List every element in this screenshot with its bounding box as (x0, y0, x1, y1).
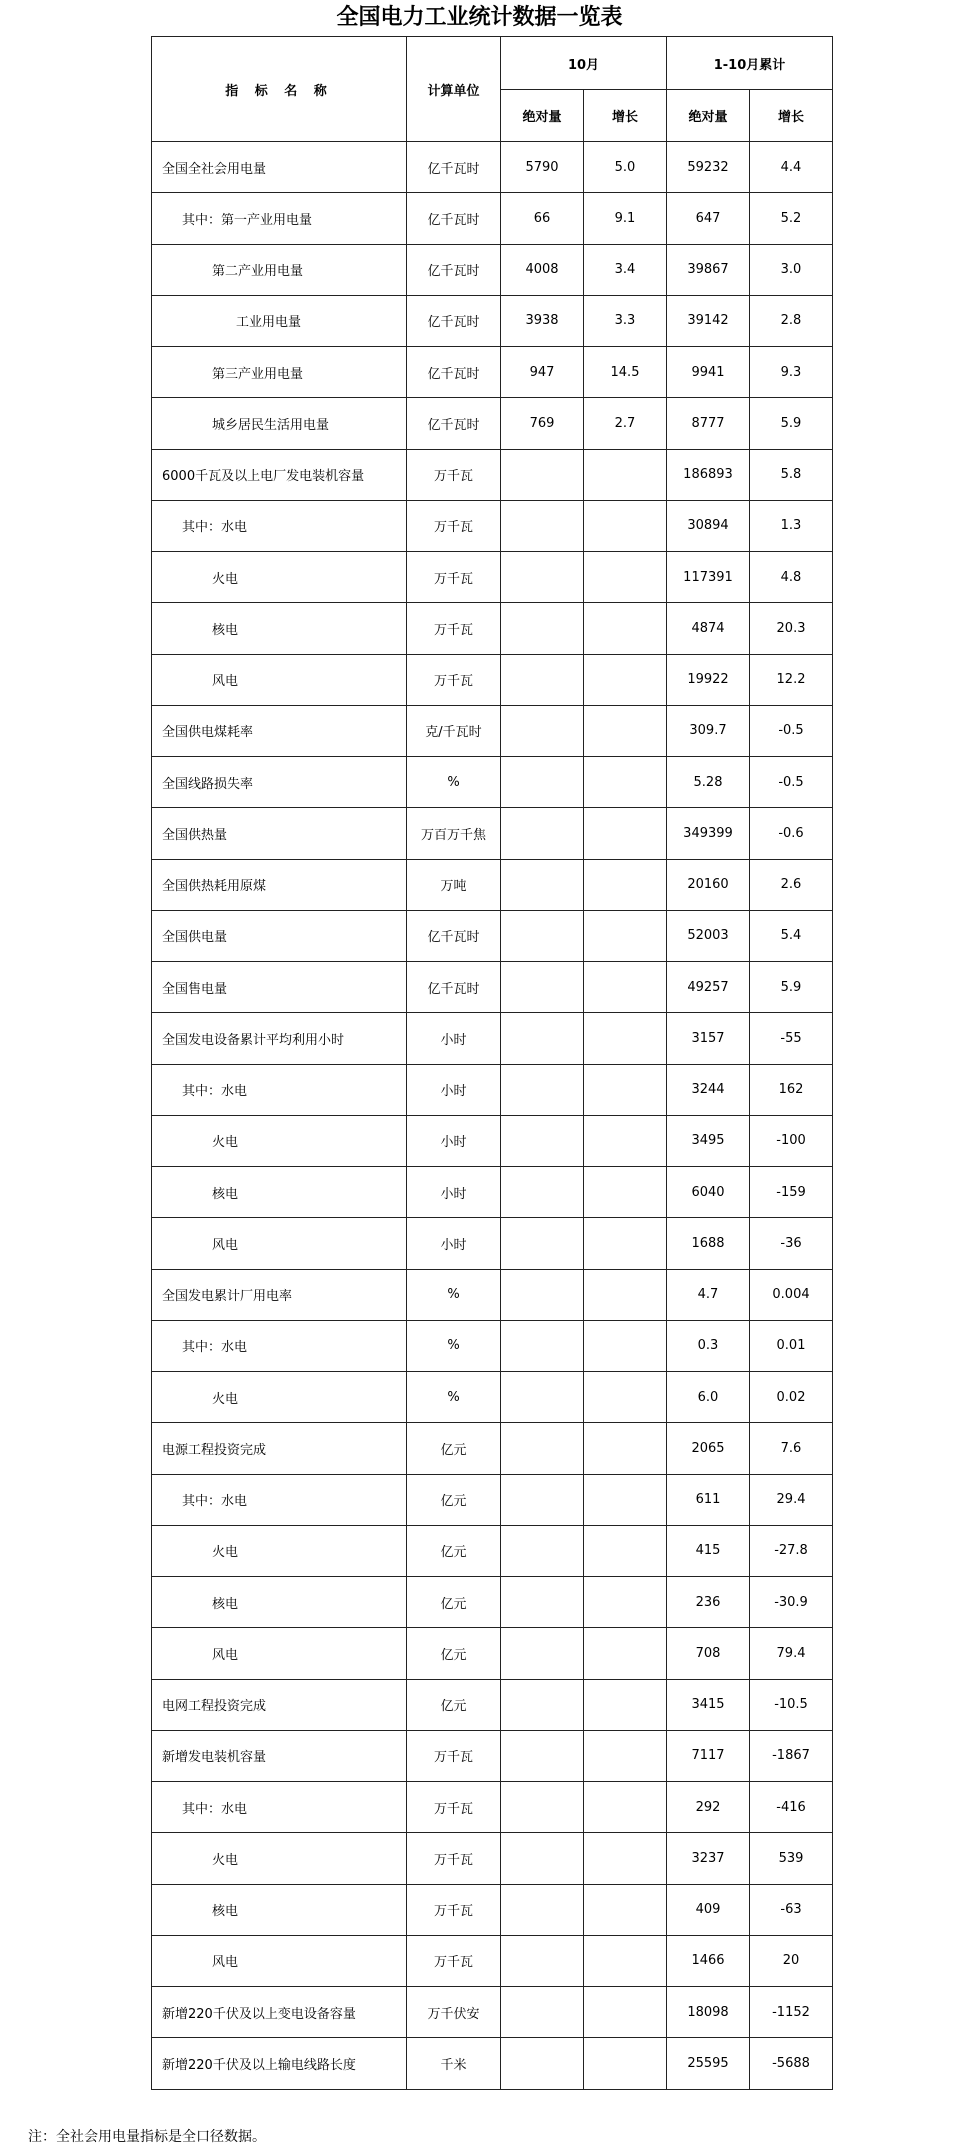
table-row (152, 808, 833, 859)
month-absolute-cell (501, 1167, 584, 1218)
table-row (152, 1577, 833, 1628)
cumulative-absolute-cell: 117391 (667, 552, 750, 603)
month-growth-cell (584, 1833, 667, 1884)
cumulative-growth-cell: 1.3 (750, 500, 833, 551)
month-growth-cell (584, 1167, 667, 1218)
table-row (152, 142, 833, 193)
month-absolute-cell (501, 1218, 584, 1269)
table-row (152, 910, 833, 961)
month-growth-cell (584, 1987, 667, 2038)
unit-cell: 亿元 (407, 1525, 501, 1576)
month-absolute-cell (501, 1679, 584, 1730)
month-absolute-cell (501, 705, 584, 756)
indicator-name: 火电 (152, 1372, 407, 1423)
unit-cell: 万千瓦 (407, 500, 501, 551)
month-growth-cell (584, 1628, 667, 1679)
cumulative-absolute-cell: 415 (667, 1525, 750, 1576)
cumulative-absolute-cell: 8777 (667, 398, 750, 449)
month-absolute-cell: 4008 (501, 244, 584, 295)
header-unit: 计算单位 (407, 37, 501, 142)
cumulative-absolute-cell: 3495 (667, 1115, 750, 1166)
indicator-name: 全国售电量 (152, 962, 407, 1013)
indicator-name: 新增220千伏及以上输电线路长度 (152, 2038, 407, 2089)
month-absolute-cell (501, 1064, 584, 1115)
cumulative-absolute-cell: 39142 (667, 295, 750, 346)
month-absolute-cell (501, 962, 584, 1013)
cumulative-growth-cell: -5688 (750, 2038, 833, 2089)
table-row (152, 1423, 833, 1474)
header-month-absolute: 绝对量 (501, 90, 584, 142)
unit-cell: 小时 (407, 1013, 501, 1064)
header-month-growth: 增长 (584, 90, 667, 142)
month-growth-cell: 3.4 (584, 244, 667, 295)
table-row (152, 962, 833, 1013)
table-row (152, 654, 833, 705)
month-growth-cell: 9.1 (584, 193, 667, 244)
cumulative-absolute-cell: 3157 (667, 1013, 750, 1064)
month-absolute-cell: 5790 (501, 142, 584, 193)
indicator-name: 核电 (152, 1167, 407, 1218)
unit-cell: 亿千瓦时 (407, 910, 501, 961)
indicator-name: 风电 (152, 1628, 407, 1679)
cumulative-growth-cell: -36 (750, 1218, 833, 1269)
header-cumulative-absolute: 绝对量 (667, 90, 750, 142)
unit-cell: 万千瓦 (407, 1884, 501, 1935)
header-row-1 (152, 37, 833, 90)
unit-cell: 万百万千焦 (407, 808, 501, 859)
cumulative-absolute-cell: 708 (667, 1628, 750, 1679)
cumulative-absolute-cell: 4.7 (667, 1269, 750, 1320)
cumulative-absolute-cell: 1688 (667, 1218, 750, 1269)
indicator-name: 新增220千伏及以上变电设备容量 (152, 1987, 407, 2038)
month-growth-cell: 3.3 (584, 295, 667, 346)
indicator-name: 全国供电量 (152, 910, 407, 961)
table-row (152, 1372, 833, 1423)
cumulative-absolute-cell: 20160 (667, 859, 750, 910)
month-absolute-cell (501, 654, 584, 705)
unit-cell: 万千瓦 (407, 1935, 501, 1986)
indicator-name: 其中：水电 (152, 1782, 407, 1833)
unit-cell: 小时 (407, 1115, 501, 1166)
unit-cell: 万千瓦 (407, 1833, 501, 1884)
cumulative-absolute-cell: 7117 (667, 1730, 750, 1781)
month-growth-cell (584, 1423, 667, 1474)
cumulative-growth-cell: 162 (750, 1064, 833, 1115)
indicator-name: 核电 (152, 1884, 407, 1935)
page-title: 全国电力工业统计数据一览表 (336, 5, 623, 30)
month-absolute-cell (501, 1013, 584, 1064)
cumulative-absolute-cell: 3415 (667, 1679, 750, 1730)
unit-cell: 万千瓦 (407, 603, 501, 654)
cumulative-growth-cell: -0.6 (750, 808, 833, 859)
unit-cell: 亿元 (407, 1577, 501, 1628)
cumulative-absolute-cell: 0.3 (667, 1320, 750, 1371)
month-absolute-cell (501, 449, 584, 500)
unit-cell: 万千瓦 (407, 1782, 501, 1833)
cumulative-absolute-cell: 186893 (667, 449, 750, 500)
table-row (152, 1782, 833, 1833)
table-row (152, 1987, 833, 2038)
indicator-name: 全国线路损失率 (152, 757, 407, 808)
table-row (152, 859, 833, 910)
indicator-name: 火电 (152, 552, 407, 603)
cumulative-absolute-cell: 236 (667, 1577, 750, 1628)
cumulative-absolute-cell: 309.7 (667, 705, 750, 756)
indicator-name: 新增发电装机容量 (152, 1730, 407, 1781)
cumulative-absolute-cell: 59232 (667, 142, 750, 193)
unit-cell: 小时 (407, 1167, 501, 1218)
cumulative-growth-cell: 9.3 (750, 347, 833, 398)
table-row (152, 1935, 833, 1986)
cumulative-growth-cell: 5.9 (750, 962, 833, 1013)
table-row (152, 1628, 833, 1679)
month-absolute-cell (501, 2038, 584, 2089)
unit-cell: % (407, 1372, 501, 1423)
month-absolute-cell (501, 1628, 584, 1679)
indicator-name: 全国发电设备累计平均利用小时 (152, 1013, 407, 1064)
cumulative-growth-cell: 12.2 (750, 654, 833, 705)
unit-cell: 亿元 (407, 1474, 501, 1525)
month-growth-cell (584, 808, 667, 859)
cumulative-absolute-cell: 49257 (667, 962, 750, 1013)
month-growth-cell (584, 552, 667, 603)
month-growth-cell (584, 1115, 667, 1166)
month-absolute-cell (501, 1935, 584, 1986)
cumulative-growth-cell: 20.3 (750, 603, 833, 654)
table-row (152, 1525, 833, 1576)
indicator-name: 风电 (152, 1935, 407, 1986)
cumulative-growth-cell: -55 (750, 1013, 833, 1064)
month-growth-cell (584, 1884, 667, 1935)
unit-cell: 万千伏安 (407, 1987, 501, 2038)
month-growth-cell (584, 757, 667, 808)
cumulative-growth-cell: 3.0 (750, 244, 833, 295)
month-absolute-cell (501, 1577, 584, 1628)
cumulative-growth-cell: -10.5 (750, 1679, 833, 1730)
indicator-name: 风电 (152, 654, 407, 705)
unit-cell: 亿元 (407, 1423, 501, 1474)
month-absolute-cell (501, 500, 584, 551)
indicator-name: 其中：水电 (152, 1320, 407, 1371)
month-growth-cell (584, 1730, 667, 1781)
month-growth-cell (584, 962, 667, 1013)
month-growth-cell (584, 1320, 667, 1371)
month-growth-cell (584, 1372, 667, 1423)
month-absolute-cell (501, 1320, 584, 1371)
month-absolute-cell (501, 603, 584, 654)
indicator-name: 风电 (152, 1218, 407, 1269)
month-growth-cell (584, 1218, 667, 1269)
month-absolute-cell (501, 1782, 584, 1833)
month-absolute-cell (501, 552, 584, 603)
indicator-name: 第三产业用电量 (152, 347, 407, 398)
unit-cell: 亿千瓦时 (407, 962, 501, 1013)
indicator-name: 电网工程投资完成 (152, 1679, 407, 1730)
table-row (152, 1679, 833, 1730)
cumulative-growth-cell: -1867 (750, 1730, 833, 1781)
unit-cell: 亿元 (407, 1628, 501, 1679)
month-growth-cell (584, 603, 667, 654)
month-growth-cell (584, 1269, 667, 1320)
table-row (152, 1269, 833, 1320)
cumulative-absolute-cell: 52003 (667, 910, 750, 961)
header-cumulative-growth: 增长 (750, 90, 833, 142)
month-absolute-cell (501, 859, 584, 910)
cumulative-growth-cell: -27.8 (750, 1525, 833, 1576)
cumulative-absolute-cell: 6040 (667, 1167, 750, 1218)
table-row (152, 193, 833, 244)
indicator-name: 核电 (152, 1577, 407, 1628)
cumulative-absolute-cell: 349399 (667, 808, 750, 859)
month-absolute-cell (501, 1423, 584, 1474)
indicator-name: 火电 (152, 1115, 407, 1166)
indicator-name: 6000千瓦及以上电厂发电装机容量 (152, 449, 407, 500)
unit-cell: 万千瓦 (407, 552, 501, 603)
month-growth-cell (584, 654, 667, 705)
header-month: 10月 (501, 37, 667, 90)
month-absolute-cell (501, 757, 584, 808)
cumulative-growth-cell: 0.02 (750, 1372, 833, 1423)
table-row (152, 1115, 833, 1166)
month-absolute-cell (501, 1884, 584, 1935)
unit-cell: 亿千瓦时 (407, 244, 501, 295)
month-growth-cell (584, 500, 667, 551)
table-row (152, 705, 833, 756)
indicator-name: 全国供热量 (152, 808, 407, 859)
unit-cell: 亿元 (407, 1679, 501, 1730)
indicator-name: 其中：第一产业用电量 (152, 193, 407, 244)
indicator-name: 火电 (152, 1833, 407, 1884)
table-row (152, 1833, 833, 1884)
cumulative-growth-cell: -30.9 (750, 1577, 833, 1628)
table-row (152, 1730, 833, 1781)
cumulative-absolute-cell: 30894 (667, 500, 750, 551)
unit-cell: 小时 (407, 1064, 501, 1115)
month-absolute-cell (501, 1730, 584, 1781)
month-absolute-cell (501, 1474, 584, 1525)
indicator-name: 第二产业用电量 (152, 244, 407, 295)
indicator-name: 工业用电量 (152, 295, 407, 346)
cumulative-growth-cell: 5.4 (750, 910, 833, 961)
month-growth-cell (584, 2038, 667, 2089)
table-row (152, 552, 833, 603)
unit-cell: 小时 (407, 1218, 501, 1269)
indicator-name: 其中：水电 (152, 1064, 407, 1115)
month-absolute-cell (501, 1115, 584, 1166)
cumulative-growth-cell: 20 (750, 1935, 833, 1986)
cumulative-growth-cell: -416 (750, 1782, 833, 1833)
cumulative-growth-cell: 539 (750, 1833, 833, 1884)
month-absolute-cell: 769 (501, 398, 584, 449)
cumulative-absolute-cell: 2065 (667, 1423, 750, 1474)
indicator-name: 全国供热耗用原煤 (152, 859, 407, 910)
cumulative-absolute-cell: 4874 (667, 603, 750, 654)
cumulative-absolute-cell: 3244 (667, 1064, 750, 1115)
month-growth-cell (584, 449, 667, 500)
month-growth-cell: 14.5 (584, 347, 667, 398)
cumulative-absolute-cell: 25595 (667, 2038, 750, 2089)
table-body (152, 142, 833, 2090)
cumulative-growth-cell: 0.01 (750, 1320, 833, 1371)
indicator-name: 电源工程投资完成 (152, 1423, 407, 1474)
cumulative-growth-cell: 4.8 (750, 552, 833, 603)
indicator-name: 全国供电煤耗率 (152, 705, 407, 756)
statistics-table (151, 36, 833, 2090)
month-growth-cell (584, 1064, 667, 1115)
table-row (152, 1320, 833, 1371)
month-growth-cell (584, 1013, 667, 1064)
month-growth-cell (584, 1474, 667, 1525)
month-growth-cell (584, 859, 667, 910)
table-row (152, 398, 833, 449)
cumulative-growth-cell: -63 (750, 1884, 833, 1935)
month-absolute-cell: 3938 (501, 295, 584, 346)
table-row (152, 1013, 833, 1064)
indicator-name: 其中：水电 (152, 1474, 407, 1525)
indicator-name: 城乡居民生活用电量 (152, 398, 407, 449)
month-growth-cell (584, 1679, 667, 1730)
cumulative-absolute-cell: 39867 (667, 244, 750, 295)
month-absolute-cell (501, 1525, 584, 1576)
month-growth-cell: 5.0 (584, 142, 667, 193)
cumulative-growth-cell: 5.9 (750, 398, 833, 449)
table-row (152, 1474, 833, 1525)
unit-cell: 亿千瓦时 (407, 295, 501, 346)
cumulative-absolute-cell: 18098 (667, 1987, 750, 2038)
table-row (152, 1167, 833, 1218)
table-row (152, 2038, 833, 2089)
table-row (152, 603, 833, 654)
cumulative-growth-cell: 5.8 (750, 449, 833, 500)
table-row (152, 1064, 833, 1115)
month-absolute-cell: 947 (501, 347, 584, 398)
month-growth-cell (584, 1782, 667, 1833)
month-growth-cell (584, 1525, 667, 1576)
month-growth-cell (584, 705, 667, 756)
cumulative-growth-cell: -1152 (750, 1987, 833, 2038)
cumulative-absolute-cell: 9941 (667, 347, 750, 398)
cumulative-growth-cell: -159 (750, 1167, 833, 1218)
month-absolute-cell (501, 1372, 584, 1423)
month-absolute-cell (501, 1833, 584, 1884)
unit-cell: 万千瓦 (407, 1730, 501, 1781)
cumulative-absolute-cell: 6.0 (667, 1372, 750, 1423)
unit-cell: 亿千瓦时 (407, 398, 501, 449)
indicator-name: 其中：水电 (152, 500, 407, 551)
indicator-name: 核电 (152, 603, 407, 654)
unit-cell: 万吨 (407, 859, 501, 910)
unit-cell: 万千瓦 (407, 654, 501, 705)
table-row (152, 347, 833, 398)
unit-cell: 万千瓦 (407, 449, 501, 500)
cumulative-growth-cell: -0.5 (750, 757, 833, 808)
cumulative-absolute-cell: 1466 (667, 1935, 750, 1986)
cumulative-growth-cell: 29.4 (750, 1474, 833, 1525)
unit-cell: 亿千瓦时 (407, 193, 501, 244)
table-row (152, 500, 833, 551)
cumulative-growth-cell: 7.6 (750, 1423, 833, 1474)
month-absolute-cell (501, 1987, 584, 2038)
unit-cell: 亿千瓦时 (407, 142, 501, 193)
cumulative-growth-cell: 0.004 (750, 1269, 833, 1320)
cumulative-absolute-cell: 611 (667, 1474, 750, 1525)
unit-cell: % (407, 1269, 501, 1320)
footnote: 注：全社会用电量指标是全口径数据。 (28, 2129, 266, 2145)
table-row (152, 1218, 833, 1269)
cumulative-growth-cell: -100 (750, 1115, 833, 1166)
month-absolute-cell (501, 1269, 584, 1320)
unit-cell: 克/千瓦时 (407, 705, 501, 756)
month-absolute-cell (501, 910, 584, 961)
cumulative-growth-cell: 79.4 (750, 1628, 833, 1679)
header-indicator: 指 标 名 称 (152, 37, 407, 142)
month-growth-cell (584, 910, 667, 961)
table-row (152, 757, 833, 808)
cumulative-absolute-cell: 3237 (667, 1833, 750, 1884)
cumulative-growth-cell: 5.2 (750, 193, 833, 244)
cumulative-absolute-cell: 19922 (667, 654, 750, 705)
month-growth-cell (584, 1935, 667, 1986)
month-growth-cell (584, 1577, 667, 1628)
cumulative-growth-cell: 2.8 (750, 295, 833, 346)
cumulative-absolute-cell: 647 (667, 193, 750, 244)
month-absolute-cell (501, 808, 584, 859)
cumulative-absolute-cell: 409 (667, 1884, 750, 1935)
unit-cell: % (407, 757, 501, 808)
table-row (152, 1884, 833, 1935)
unit-cell: 千米 (407, 2038, 501, 2089)
cumulative-growth-cell: -0.5 (750, 705, 833, 756)
cumulative-growth-cell: 4.4 (750, 142, 833, 193)
header-cumulative: 1-10月累计 (667, 37, 833, 90)
unit-cell: % (407, 1320, 501, 1371)
month-growth-cell: 2.7 (584, 398, 667, 449)
table-row (152, 244, 833, 295)
indicator-name: 全国发电累计厂用电率 (152, 1269, 407, 1320)
unit-cell: 亿千瓦时 (407, 347, 501, 398)
cumulative-absolute-cell: 5.28 (667, 757, 750, 808)
table-row (152, 449, 833, 500)
indicator-name: 全国全社会用电量 (152, 142, 407, 193)
table-row (152, 295, 833, 346)
indicator-name: 火电 (152, 1525, 407, 1576)
cumulative-growth-cell: 2.6 (750, 859, 833, 910)
cumulative-absolute-cell: 292 (667, 1782, 750, 1833)
month-absolute-cell: 66 (501, 193, 584, 244)
